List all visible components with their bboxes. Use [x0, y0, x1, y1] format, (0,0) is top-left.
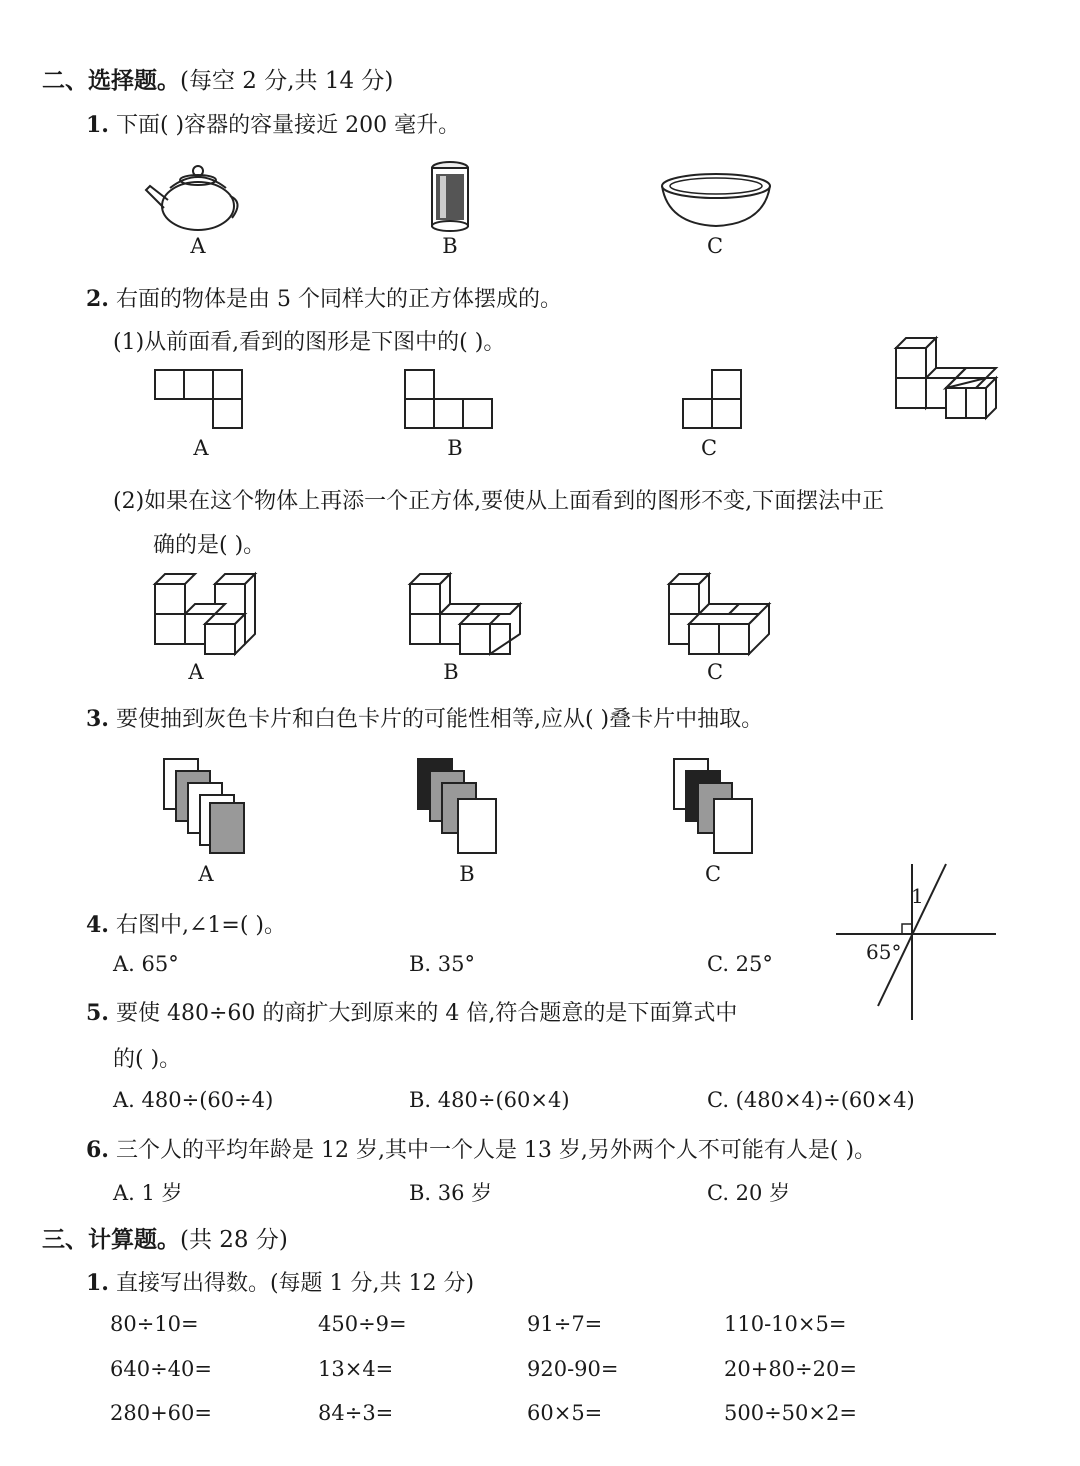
calc-item: 920-90= — [527, 1357, 619, 1381]
question-2-number: 2. — [86, 286, 109, 312]
q2-2-option-a-label: A — [188, 660, 204, 684]
section-2-heading — [42, 62, 393, 95]
section-3-note: (共 28 分) — [180, 1227, 288, 1253]
q1-option-b-label: B — [442, 234, 458, 258]
cube-object-figure — [892, 336, 998, 416]
section-3-heading — [42, 1221, 288, 1254]
question-5-number: 5. — [86, 1000, 109, 1026]
section-2-title: 二、选择题。 — [42, 67, 180, 94]
q2-1-option-c-label: C — [700, 436, 718, 460]
question-6 — [86, 1133, 876, 1164]
card-stack-b — [414, 757, 504, 857]
card-stack-c — [670, 757, 760, 857]
angle-65-label: 65° — [866, 940, 902, 964]
q3-option-a-label: A — [198, 862, 214, 886]
q2-1-option-b-label: B — [447, 436, 463, 460]
q3-option-c-label: C — [704, 862, 722, 886]
front-view-a — [154, 369, 244, 429]
q5-option-a: A. 480÷(60÷4) — [113, 1088, 274, 1112]
q6-option-b: B. 36 岁 — [409, 1181, 493, 1205]
calc-item: 20+80÷20= — [724, 1357, 857, 1381]
card-stack-a — [160, 757, 250, 857]
question-2-sub-2-line-1: (2)如果在这个物体上再添一个正方体,要使从上面看到的图形不变,下面摆法中正 — [113, 489, 885, 514]
front-view-b — [404, 369, 494, 429]
q6-option-a: A. 1 岁 — [113, 1181, 183, 1205]
cube-arrangement-b — [408, 572, 522, 652]
question-6-number: 6. — [86, 1137, 109, 1163]
q5-option-c: C. (480×4)÷(60×4) — [707, 1088, 915, 1112]
question-3-number: 3. — [86, 706, 109, 732]
question-2 — [86, 282, 562, 313]
question-4-number: 4. — [86, 912, 109, 938]
q4-option-c: C. 25° — [707, 952, 773, 976]
calc-question-1 — [86, 1266, 474, 1297]
cube-arrangement-c — [667, 572, 771, 652]
question-4 — [86, 908, 286, 939]
q5-option-b: B. 480÷(60×4) — [409, 1088, 570, 1112]
front-view-c — [682, 369, 744, 429]
q2-1-option-a-label: A — [193, 436, 209, 460]
q6-option-c: C. 20 岁 — [707, 1181, 791, 1205]
q4-option-b: B. 35° — [409, 952, 476, 976]
calc-item: 13×4= — [318, 1357, 394, 1381]
question-2-text: 右面的物体是由 5 个同样大的正方体摆成的。 — [115, 287, 562, 312]
q1-option-a-label: A — [190, 234, 206, 258]
can-icon — [428, 160, 472, 232]
calc-item: 500÷50×2= — [724, 1401, 857, 1425]
section-3-title: 三、计算题。 — [42, 1226, 180, 1253]
question-5-text-line-1: 要使 480÷60 的商扩大到原来的 4 倍,符合题意的是下面算式中 — [115, 1001, 738, 1026]
teapot-icon — [140, 158, 250, 233]
cube-arrangement-a — [153, 572, 257, 652]
question-4-text: 右图中,∠1=( )。 — [115, 913, 286, 938]
calc-item: 450÷9= — [318, 1312, 407, 1336]
calc-question-1-text: 直接写出得数。(每题 1 分,共 12 分) — [115, 1271, 475, 1296]
q1-option-c-label: C — [706, 234, 724, 258]
calc-item: 110-10×5= — [724, 1312, 847, 1336]
calc-item: 84÷3= — [318, 1401, 394, 1425]
q4-option-a: A. 65° — [113, 952, 179, 976]
question-1-text: 下面( )容器的容量接近 200 毫升。 — [115, 113, 461, 138]
q3-option-b-label: B — [459, 862, 475, 886]
q2-2-option-c-label: C — [706, 660, 724, 684]
question-2-sub-2-line-2: 确的是( )。 — [153, 533, 266, 558]
calc-item: 60×5= — [527, 1401, 603, 1425]
question-6-text: 三个人的平均年龄是 12 岁,其中一个人是 13 岁,另外两个人不可能有人是( )。 — [115, 1138, 877, 1163]
q2-2-option-b-label: B — [443, 660, 459, 684]
calc-item: 640÷40= — [110, 1357, 212, 1381]
question-3 — [86, 702, 763, 733]
question-2-sub-1: (1)从前面看,看到的图形是下图中的( )。 — [113, 330, 506, 355]
question-3-text: 要使抽到灰色卡片和白色卡片的可能性相等,应从( )叠卡片中抽取。 — [115, 707, 764, 732]
question-1 — [86, 108, 460, 139]
section-2-note: (每空 2 分,共 14 分) — [180, 68, 394, 94]
question-1-number: 1. — [86, 112, 109, 138]
calc-item: 80÷10= — [110, 1312, 199, 1336]
calc-question-1-number: 1. — [86, 1270, 109, 1296]
question-5-text-line-2: 的( )。 — [113, 1047, 182, 1072]
calc-item: 91÷7= — [527, 1312, 603, 1336]
calc-item: 280+60= — [110, 1401, 212, 1425]
question-5 — [86, 996, 737, 1027]
basin-icon — [658, 172, 774, 232]
angle-1-label: 1 — [911, 884, 924, 908]
